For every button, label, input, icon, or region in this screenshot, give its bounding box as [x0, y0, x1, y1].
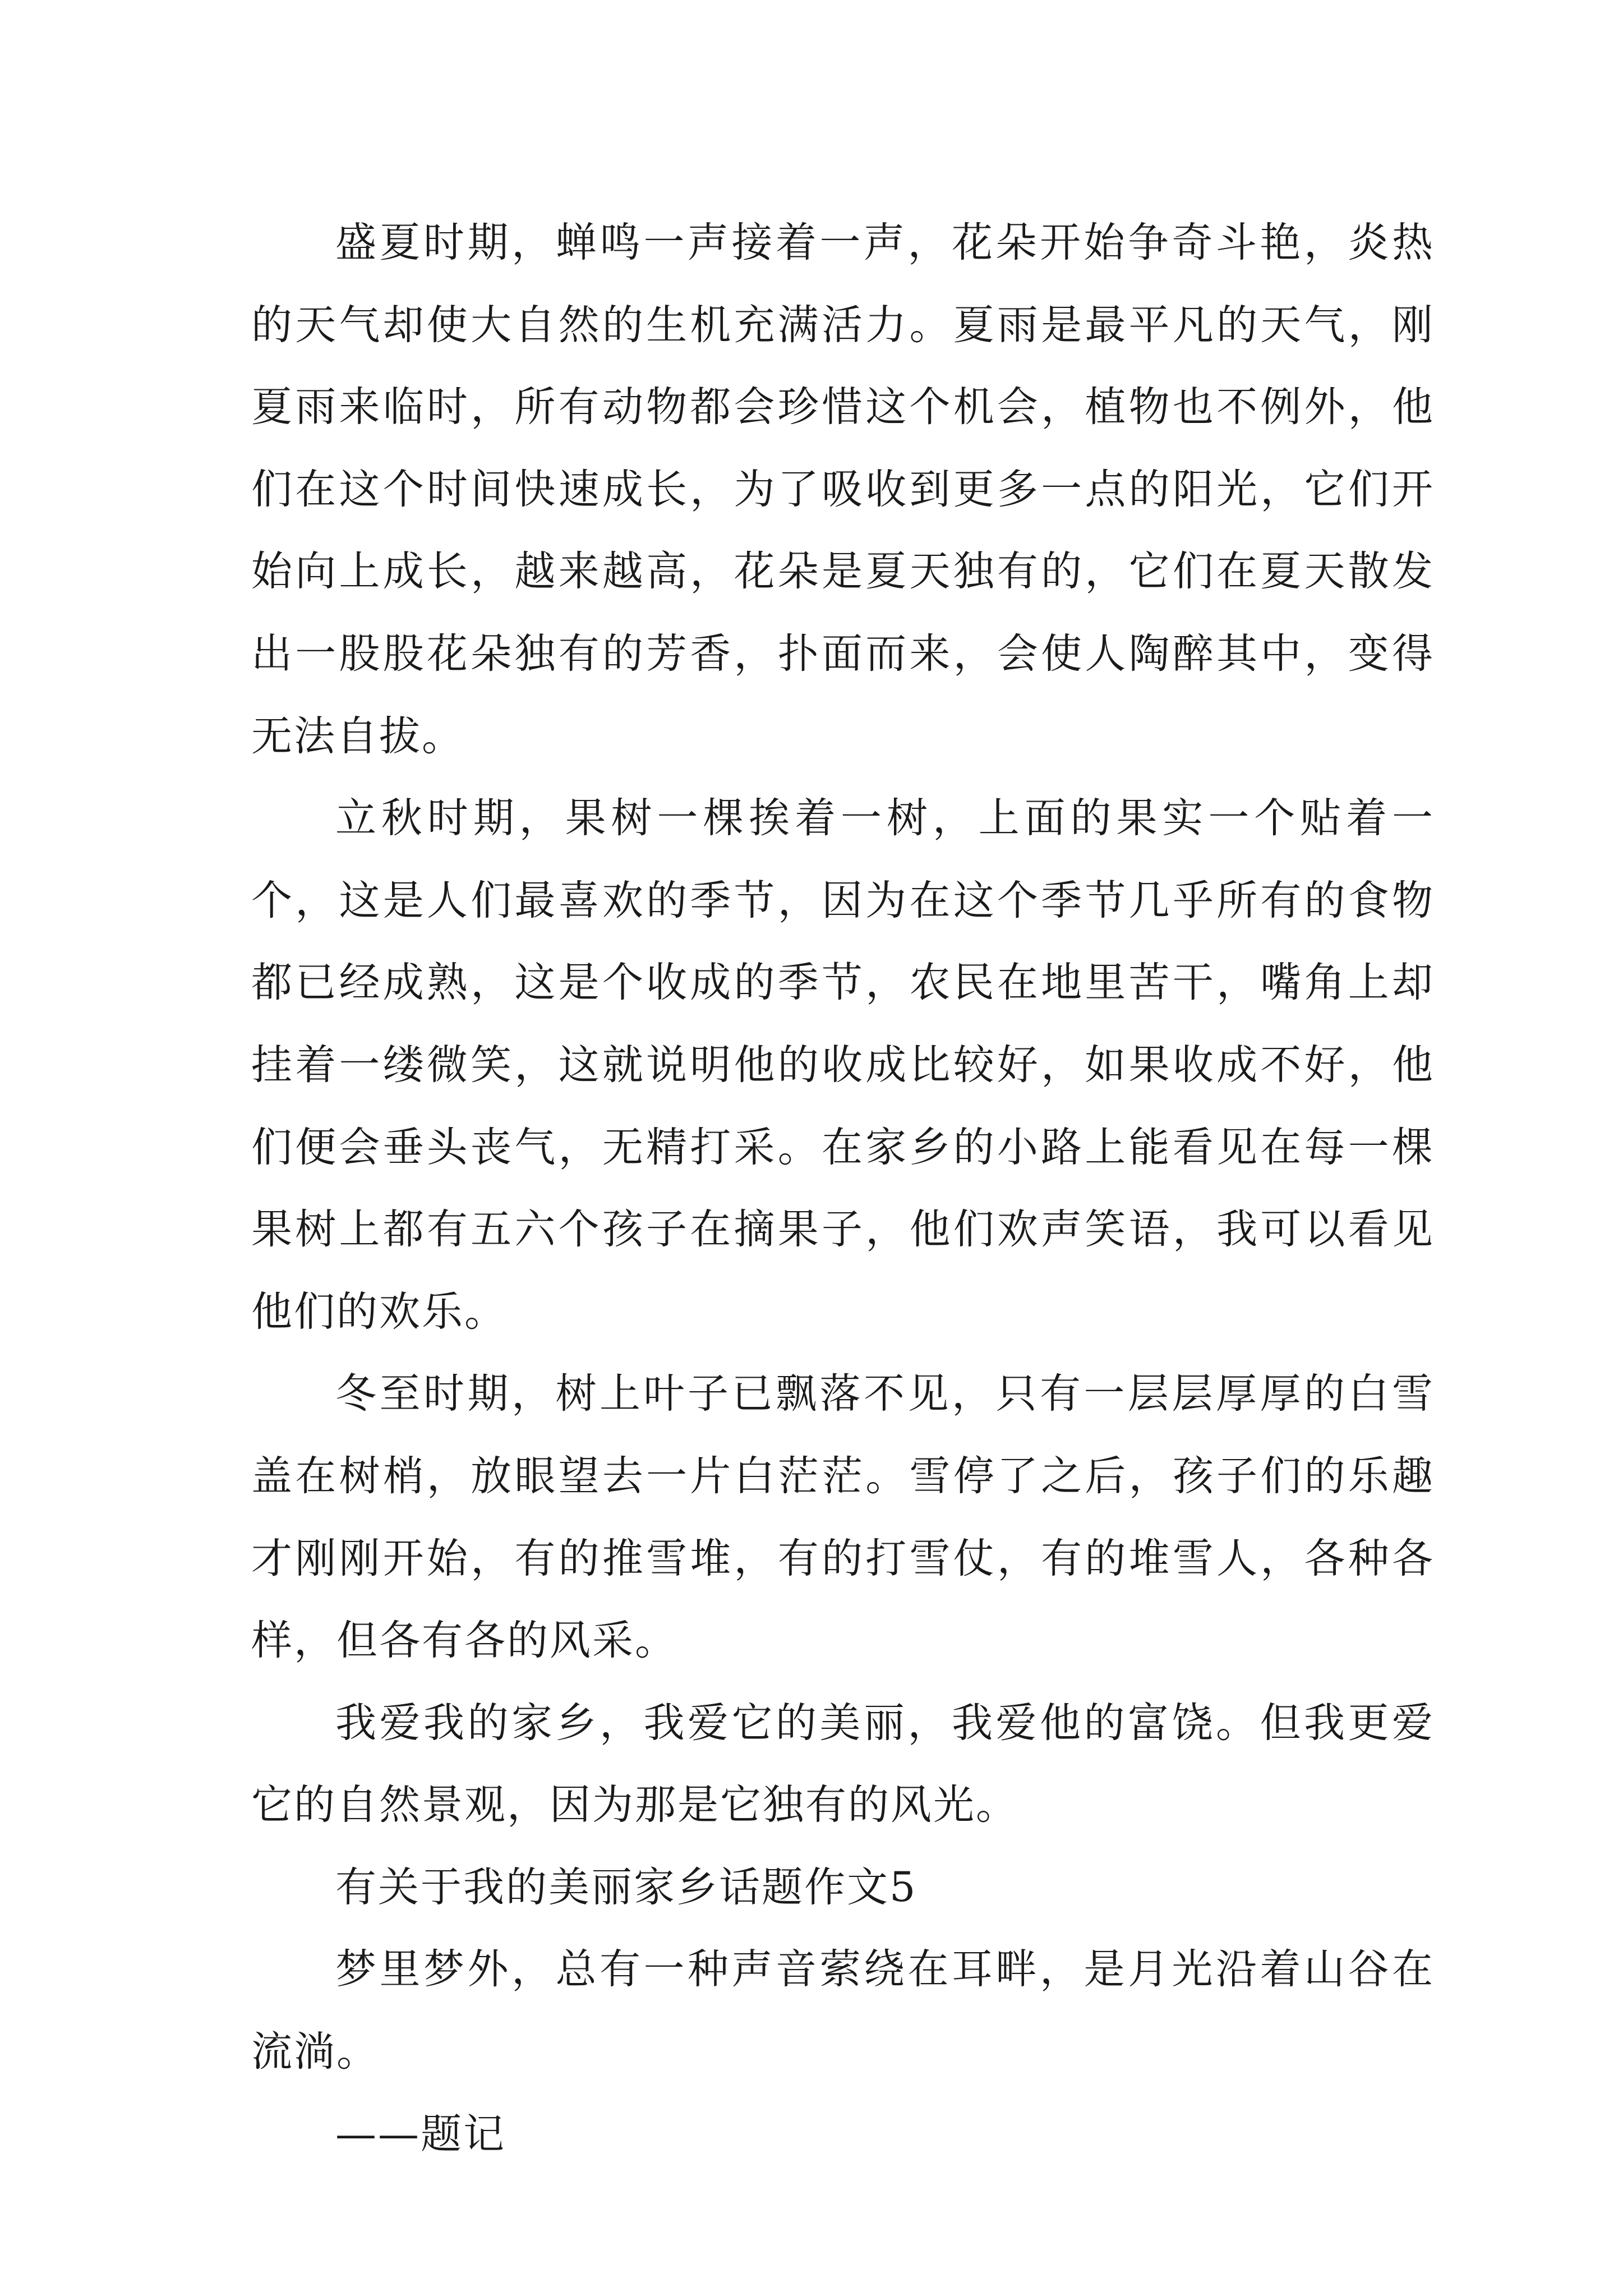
- paragraph-autumn: 立秋时期，果树一棵挨着一树，上面的果实一个贴着一个，这是人们最喜欢的季节，因为在这个季节几乎所有的食物都已经成熟，这是个收成的季节，农民在地里苦干，嘴角上却挂着一缕微笑，这就说明他的收成比较好，如果收成不好，他们便会垂头丧气，无精打采。在家乡的小路上能看见在每一棵果树上都有五六个孩子在摘果子，他们欢声笑语，我可以看见他们的欢乐。: [251, 794, 1435, 1336]
- paragraph-love-hometown: 我爱我的家乡，我爱它的美丽，我爱他的富饶。但我更爱它的自然景观，因为那是它独有的风光。: [251, 1699, 1435, 1829]
- epigraph-attribution: ——题记: [335, 2110, 506, 2158]
- paragraph-winter: 冬至时期，树上叶子已飘落不见，只有一层层厚厚的白雪盖在树梢，放眼望去一片白茫茫。雪停了之后，孩子们的乐趣才刚刚开始，有的推雪堆，有的打雪仗，有的堆雪人，各种各样，但各有各的风采。: [251, 1370, 1435, 1665]
- document-body: [251, 202, 1435, 2175]
- paragraph-summer: 盛夏时期，蝉鸣一声接着一声，花朵开始争奇斗艳，炎热的天气却使大自然的生机充满活力。夏雨是最平凡的天气，刚夏雨来临时，所有动物都会珍惜这个机会，植物也不例外，他们在这个时间快速成长，为了吸收到更多一点的阳光，它们开始向上成长，越来越高，花朵是夏天独有的，它们在夏天散发出一股股花朵独有的芳香，扑面而来，会使人陶醉其中，变得无法自拔。: [251, 219, 1435, 760]
- essay-title: 有关于我的美丽家乡话题作文5: [335, 1863, 917, 1911]
- paragraph-epigraph: 梦里梦外，总有一种声音萦绕在耳畔，是月光沿着山谷在流淌。: [251, 1945, 1435, 2076]
